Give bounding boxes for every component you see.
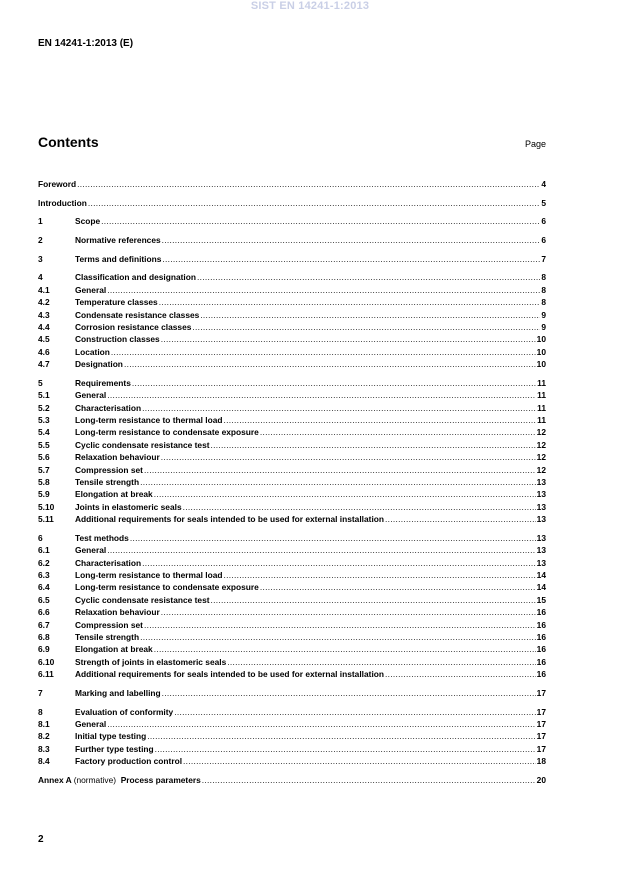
toc-entry-page: 8 [541, 284, 546, 295]
toc-entry-number: 5 [38, 377, 43, 388]
toc-entry-page: 13 [536, 557, 546, 568]
toc-entry[interactable] [38, 730, 546, 742]
toc-entry-title: Joints in elastomeric seals [75, 501, 182, 512]
toc-entry[interactable] [38, 755, 546, 767]
dot-leader [154, 643, 536, 655]
toc-entry[interactable] [38, 743, 546, 755]
watermark: SIST EN 14241-1:2013 [250, 0, 370, 12]
toc-entry-title: Elongation at break [75, 489, 153, 500]
dot-leader [211, 594, 536, 606]
toc-entry-page: 13 [536, 532, 546, 543]
toc-entry[interactable] [38, 557, 546, 569]
toc-entry-title: Cyclic condensate resistance test [75, 439, 210, 450]
toc-entry-page: 18 [536, 756, 546, 767]
toc-entry-number: 4.5 [38, 334, 50, 345]
toc-entry-title: General [75, 718, 107, 729]
toc-entry[interactable] [38, 426, 546, 438]
toc-entry-number: 5.5 [38, 439, 50, 450]
dot-leader [385, 668, 536, 680]
toc-entry-page: 9 [541, 309, 546, 320]
toc-entry-number: 6.8 [38, 631, 50, 642]
toc-entry-number: 7 [38, 687, 43, 698]
document-id: EN 14241-1:2013 (E) [38, 38, 134, 49]
toc-entry-title: Normative references [75, 235, 161, 246]
toc-entry-page: 17 [536, 743, 546, 754]
dot-leader [200, 309, 540, 321]
dot-leader [385, 513, 536, 525]
dot-leader [107, 389, 536, 401]
toc-entry-title: Corrosion resistance classes [75, 322, 192, 332]
toc-entry[interactable] [38, 718, 546, 730]
toc-entry[interactable] [38, 706, 546, 718]
table-of-contents [38, 178, 546, 786]
toc-entry-number: 5.9 [38, 489, 50, 500]
toc-entry-number: 5.11 [38, 514, 54, 525]
toc-entry-number: 6.11 [38, 669, 54, 680]
toc-entry-number: 4.2 [38, 297, 50, 308]
toc-entry-number: 6.6 [38, 607, 50, 618]
dot-leader [159, 296, 541, 308]
toc-entry-page: 16 [536, 607, 546, 618]
toc-entry-number: 8.2 [38, 731, 50, 742]
toc-entry-page: 11 [537, 415, 546, 426]
toc-entry-page: 11 [537, 377, 546, 388]
toc-entry-number: 8.4 [38, 756, 50, 767]
toc-entry-number: 4.3 [38, 309, 50, 320]
dot-leader [107, 544, 535, 556]
toc-entry[interactable] [38, 643, 546, 655]
toc-entry-page: 11 [537, 390, 546, 401]
dot-leader [224, 414, 537, 426]
toc-entry-title: Characterisation [75, 402, 142, 413]
toc-entry-title: Introduction [38, 197, 87, 208]
toc-entry[interactable] [38, 296, 546, 308]
dot-leader [140, 631, 536, 643]
dot-leader [132, 377, 536, 389]
toc-entry-title: Long-term resistance to condensate exposure [75, 427, 259, 438]
toc-entry-page: 10 [536, 346, 546, 357]
toc-entry-number: 4.4 [38, 322, 50, 332]
toc-entry-number: 5.10 [38, 501, 55, 512]
toc-entry-title: Additional requirements for seals intended to be used for external installation [75, 514, 384, 525]
toc-entry-page: 6 [541, 235, 546, 246]
toc-entry[interactable] [38, 309, 546, 321]
toc-entry-page: 17 [536, 731, 546, 742]
toc-entry-number: 6 [38, 532, 43, 543]
toc-entry[interactable] [38, 333, 546, 345]
toc-entry-number: 4.6 [38, 346, 50, 357]
toc-entry-title: General [75, 390, 107, 401]
annex-prefix: Annex A [38, 774, 72, 785]
toc-entry-page: 8 [541, 297, 546, 308]
toc-entry-title: Tensile strength [75, 631, 140, 642]
toc-entry-title: Terms and definitions [75, 253, 162, 264]
toc-entry-title: Relaxation behaviour [75, 607, 160, 618]
toc-entry-title: Scope [75, 216, 101, 227]
toc-entry-number: 8.1 [38, 718, 50, 729]
toc-entry[interactable] [38, 321, 546, 333]
toc-entry-number: 6.1 [38, 545, 50, 556]
toc-entry[interactable] [38, 389, 546, 401]
dot-leader [101, 215, 540, 227]
toc-entry[interactable] [38, 284, 546, 296]
annex-type: (normative) [73, 774, 117, 785]
dot-leader [260, 581, 536, 593]
toc-entry-page: 14 [536, 582, 546, 593]
toc-entry-number: 6.7 [38, 619, 50, 630]
toc-entry[interactable] [38, 215, 546, 227]
toc-entry-page: 10 [536, 359, 546, 370]
toc-entry-title: Elongation at break [75, 644, 153, 655]
toc-entry-title: Tensile strength [75, 476, 140, 487]
dot-leader [174, 706, 535, 718]
dot-leader [107, 718, 535, 730]
page-column-label: Page [524, 139, 546, 149]
toc-entry[interactable] [38, 619, 546, 631]
dot-leader [147, 730, 535, 742]
dot-leader [211, 439, 536, 451]
toc-entry-number: 5.6 [38, 452, 50, 463]
toc-entry-page: 12 [536, 452, 546, 463]
toc-entry-number: 4.1 [38, 284, 50, 295]
toc-entry-title: Designation [75, 359, 123, 370]
dot-leader [130, 532, 536, 544]
dot-leader [260, 426, 536, 438]
toc-entry-number: 3 [38, 253, 43, 264]
dot-leader [144, 464, 536, 476]
toc-entry-page: 16 [536, 669, 546, 680]
dot-leader [88, 197, 540, 209]
toc-entry-number: 4.7 [38, 359, 50, 370]
toc-entry[interactable] [38, 464, 546, 476]
toc-entry[interactable] [38, 377, 546, 389]
toc-entry[interactable] [38, 532, 546, 544]
toc-entry-number: 5.7 [38, 464, 50, 475]
toc-entry[interactable] [38, 253, 546, 265]
toc-entry[interactable] [38, 656, 546, 668]
toc-entry[interactable] [38, 346, 546, 358]
toc-entry-page: 13 [536, 545, 546, 556]
toc-entry-page: 5 [541, 197, 546, 208]
dot-leader [144, 619, 536, 631]
toc-entry-title: Strength of joints in elastomeric seals [75, 656, 227, 667]
toc-entry-title: Requirements [75, 377, 131, 388]
toc-entry-annex-a[interactable] [38, 774, 546, 786]
toc-entry-page: 14 [536, 570, 546, 581]
toc-entry-number: 4 [38, 272, 43, 283]
dot-leader [154, 488, 536, 500]
dot-leader [161, 606, 536, 618]
dot-leader [197, 271, 540, 283]
dot-leader [183, 501, 536, 513]
toc-entry[interactable] [38, 569, 546, 581]
toc-annex-page: 20 [536, 774, 546, 785]
toc-entry-page: 13 [536, 489, 546, 500]
toc-entry-number: 6.4 [38, 582, 50, 593]
dot-leader [77, 178, 540, 190]
toc-entry[interactable] [38, 439, 546, 451]
toc-entry[interactable] [38, 451, 546, 463]
toc-entry-title: Location [75, 346, 110, 357]
toc-entry-page: 12 [536, 464, 546, 475]
toc-entry-page: 17 [536, 718, 546, 729]
toc-entry-number: 2 [38, 235, 43, 246]
toc-entry-number: 5.3 [38, 415, 50, 426]
toc-entry[interactable] [38, 544, 546, 556]
toc-entry[interactable] [38, 668, 546, 680]
dot-leader [142, 402, 536, 414]
toc-entry-page: 9 [541, 322, 546, 332]
toc-entry-page: 16 [536, 656, 546, 667]
toc-entry-title: Compression set [75, 464, 143, 475]
toc-entry-page: 17 [536, 687, 546, 698]
toc-entry[interactable] [38, 178, 546, 190]
toc-entry-page: 13 [536, 501, 546, 512]
toc-entry-number: 6.3 [38, 570, 50, 581]
toc-annex-title [38, 774, 201, 786]
toc-entry-page: 12 [536, 439, 546, 450]
dot-leader [155, 743, 536, 755]
toc-entry-number: 5.8 [38, 476, 50, 487]
dot-leader [162, 687, 536, 699]
toc-entry-number: 8 [38, 706, 43, 717]
toc-entry[interactable] [38, 687, 546, 699]
toc-entry[interactable] [38, 197, 546, 209]
dot-leader [227, 656, 535, 668]
toc-entry[interactable] [38, 358, 546, 370]
toc-entry-title: Temperature classes [75, 297, 158, 308]
toc-entry-title: Foreword [38, 179, 77, 189]
toc-entry-page: 13 [536, 476, 546, 487]
dot-leader [192, 321, 540, 333]
toc-entry-title: Construction classes [75, 334, 160, 345]
dot-leader [142, 557, 536, 569]
toc-entry-title: Additional requirements for seals intended to be used for external installation [75, 669, 384, 680]
toc-entry-number: 6.2 [38, 557, 50, 568]
toc-entry-title: Further type testing [75, 743, 154, 754]
toc-entry-page: 17 [536, 706, 546, 717]
dot-leader [161, 333, 536, 345]
toc-entry-title: Compression set [75, 619, 143, 630]
dot-leader [162, 253, 540, 265]
dot-leader [161, 451, 536, 463]
toc-entry[interactable] [38, 606, 546, 618]
toc-entry-title: Factory production control [75, 756, 183, 767]
toc-entry-page: 6 [541, 216, 546, 227]
toc-entry-number: 1 [38, 216, 43, 227]
toc-entry[interactable] [38, 402, 546, 414]
dot-leader [224, 569, 536, 581]
toc-entry-title: Relaxation behaviour [75, 452, 160, 463]
toc-entry[interactable] [38, 631, 546, 643]
toc-entry-page: 16 [536, 644, 546, 655]
dot-leader [183, 755, 536, 767]
toc-entry-number: 6.5 [38, 594, 50, 605]
toc-entry[interactable] [38, 271, 546, 283]
toc-entry-page: 12 [536, 427, 546, 438]
toc-entry-title: Classification and designation [75, 272, 196, 283]
toc-entry-page: 16 [536, 631, 546, 642]
toc-entry[interactable] [38, 501, 546, 513]
toc-entry-title: Cyclic condensate resistance test [75, 594, 210, 605]
toc-entry[interactable] [38, 488, 546, 500]
toc-entry[interactable] [38, 581, 546, 593]
toc-entry-title: Condensate resistance classes [75, 309, 200, 320]
toc-entry-number: 6.9 [38, 644, 50, 655]
dot-leader [111, 346, 536, 358]
toc-entry-page: 11 [537, 402, 546, 413]
toc-entry-page: 8 [541, 272, 546, 283]
contents-heading: Contents [38, 134, 99, 150]
toc-entry-title: Test methods [75, 532, 129, 543]
toc-entry-title: General [75, 545, 107, 556]
toc-entry[interactable] [38, 513, 546, 525]
toc-entry-page: 16 [536, 619, 546, 630]
toc-entry-number: 5.1 [38, 390, 50, 401]
toc-entry-title: Long-term resistance to thermal load [75, 570, 223, 581]
toc-entry-number: 6.10 [38, 656, 55, 667]
toc-entry-page: 13 [536, 514, 546, 525]
toc-entry-number: 5.2 [38, 402, 50, 413]
annex-title: Process parameters [120, 774, 201, 785]
toc-entry-title: Initial type testing [75, 731, 147, 742]
toc-entry[interactable] [38, 414, 546, 426]
toc-entry-page: 15 [536, 594, 546, 605]
toc-entry-title: Characterisation [75, 557, 142, 568]
toc-entry-page: 10 [536, 334, 546, 345]
dot-leader [124, 358, 536, 370]
toc-entry[interactable] [38, 234, 546, 246]
toc-entry-title: General [75, 284, 107, 295]
dot-leader [107, 284, 540, 296]
toc-entry-title: Long-term resistance to thermal load [75, 415, 223, 426]
toc-entry-number: 8.3 [38, 743, 50, 754]
dot-leader [140, 476, 536, 488]
dot-leader [162, 234, 541, 246]
toc-entry[interactable] [38, 476, 546, 488]
toc-entry-title: Marking and labelling [75, 687, 161, 698]
toc-entry[interactable] [38, 594, 546, 606]
page-number: 2 [38, 834, 44, 845]
toc-entry-title: Long-term resistance to condensate exposure [75, 582, 259, 593]
toc-entry-page: 7 [541, 253, 546, 264]
toc-entry-page: 4 [541, 179, 546, 189]
dot-leader [202, 774, 536, 786]
toc-entry-title: Evaluation of conformity [75, 706, 174, 717]
toc-entry-number: 5.4 [38, 427, 50, 438]
